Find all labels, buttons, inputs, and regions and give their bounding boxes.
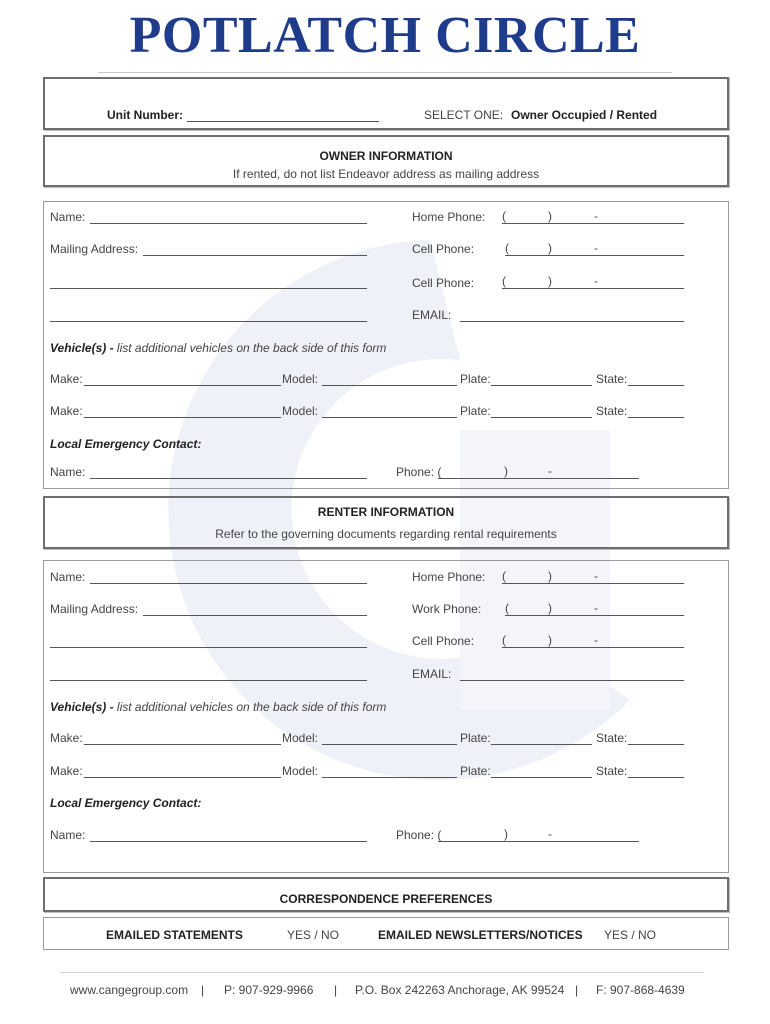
emailed-newsletters-options[interactable]: YES / NO	[604, 928, 657, 942]
unit-number-label: Unit Number:	[107, 108, 183, 122]
renter-plate-label: Plate:	[460, 731, 491, 745]
renter-mailing-field[interactable]	[143, 615, 367, 616]
renter-name-field[interactable]	[90, 583, 367, 584]
owner-mailing-field-3[interactable]	[50, 321, 367, 322]
owner-vehicles-label: Vehicle(s) -	[50, 341, 114, 355]
phone-dash: -	[548, 827, 552, 841]
renter-cell-phone-label: Cell Phone:	[412, 634, 475, 648]
phone-dash: -	[594, 274, 598, 288]
owner-name-label: Name:	[50, 210, 86, 224]
renter-model-label: Model:	[282, 731, 319, 745]
renter-emergency-name-label: Name:	[50, 828, 86, 842]
renter-home-phone-label: Home Phone:	[412, 570, 486, 584]
owner-cell-phone-2-field[interactable]	[502, 288, 684, 289]
renter-emergency-phone-field[interactable]	[438, 841, 639, 842]
phone-dash: -	[594, 209, 598, 223]
owner-emergency-name-label: Name:	[50, 465, 86, 479]
phone-paren-open: (	[505, 241, 509, 255]
owner-home-phone-field[interactable]	[502, 223, 684, 224]
emailed-statements-label: EMAILED STATEMENTS	[106, 928, 243, 942]
owner-vehicles-heading	[50, 341, 386, 355]
emailed-newsletters-label: EMAILED NEWSLETTERS/NOTICES	[378, 928, 583, 942]
renter-vehicles-note: list additional vehicles on the back side of this form	[116, 700, 387, 714]
renter-plate-field[interactable]	[491, 744, 592, 745]
renter-make-field-2[interactable]	[84, 777, 281, 778]
owner-emergency-phone-label: Phone: (	[396, 465, 442, 479]
owner-subheading: If rented, do not list Endeavor address as mailing address	[232, 167, 540, 181]
renter-make-field[interactable]	[84, 744, 281, 745]
owner-cell-phone-2-label: Cell Phone:	[412, 276, 475, 290]
renter-plate-field-2[interactable]	[491, 777, 592, 778]
owner-emergency-phone-field[interactable]	[438, 478, 639, 479]
footer-website[interactable]: www.cangegroup.com	[70, 983, 189, 997]
renter-state-field[interactable]	[628, 744, 684, 745]
footer-separator: |	[334, 983, 338, 997]
renter-home-phone-field[interactable]	[502, 583, 684, 584]
owner-plate-field-2[interactable]	[491, 417, 592, 418]
renter-cell-phone-field[interactable]	[502, 647, 684, 648]
owner-emergency-label: Local Emergency Contact:	[50, 437, 202, 451]
owner-state-field[interactable]	[628, 385, 684, 386]
footer-divider	[60, 972, 704, 973]
owner-plate-field[interactable]	[491, 385, 592, 386]
owner-state-field-2[interactable]	[628, 417, 684, 418]
phone-paren-close: )	[548, 241, 552, 255]
renter-section	[43, 560, 729, 873]
renter-make-label-2: Make:	[50, 764, 83, 778]
footer-fax: F: 907-868-4639	[596, 983, 685, 997]
phone-paren-close: )	[504, 464, 508, 478]
footer-separator: |	[201, 983, 205, 997]
owner-mailing-field[interactable]	[143, 255, 367, 256]
renter-model-label-2: Model:	[282, 764, 319, 778]
owner-name-field[interactable]	[90, 223, 367, 224]
owner-home-phone-label: Home Phone:	[412, 210, 486, 224]
owner-plate-label: Plate:	[460, 372, 491, 386]
renter-work-phone-label: Work Phone:	[412, 602, 482, 616]
owner-vehicles-note: list additional vehicles on the back side of this form	[116, 341, 387, 355]
renter-model-field-2[interactable]	[322, 777, 457, 778]
title-divider	[98, 72, 672, 73]
owner-model-field-2[interactable]	[322, 417, 457, 418]
owner-emergency-name-field[interactable]	[90, 478, 367, 479]
emailed-statements-options[interactable]: YES / NO	[287, 928, 340, 942]
renter-mailing-label: Mailing Address:	[50, 602, 139, 616]
phone-paren-open: (	[502, 209, 506, 223]
phone-dash: -	[594, 569, 598, 583]
renter-mailing-field-2[interactable]	[50, 647, 367, 648]
owner-model-label: Model:	[282, 372, 319, 386]
owner-email-label: EMAIL:	[412, 308, 452, 322]
owner-email-field[interactable]	[460, 321, 684, 322]
renter-heading-box	[43, 496, 729, 549]
phone-dash: -	[548, 464, 552, 478]
renter-emergency-label: Local Emergency Contact:	[50, 796, 202, 810]
renter-mailing-field-3[interactable]	[50, 680, 367, 681]
renter-heading: RENTER INFORMATION	[317, 505, 455, 519]
occupancy-options[interactable]: Owner Occupied / Rented	[511, 108, 658, 122]
phone-dash: -	[594, 241, 598, 255]
renter-subheading: Refer to the governing documents regarding rental requirements	[215, 527, 557, 541]
renter-make-label: Make:	[50, 731, 83, 745]
owner-model-label-2: Model:	[282, 404, 319, 418]
phone-paren-open: (	[502, 274, 506, 288]
footer-separator: |	[575, 983, 579, 997]
renter-name-label: Name:	[50, 570, 86, 584]
renter-state-label: State:	[596, 731, 628, 745]
renter-email-label: EMAIL:	[412, 667, 452, 681]
phone-paren-open: (	[502, 633, 506, 647]
renter-plate-label-2: Plate:	[460, 764, 491, 778]
owner-make-field-2[interactable]	[84, 417, 281, 418]
phone-paren-close: )	[504, 827, 508, 841]
renter-work-phone-field[interactable]	[505, 615, 684, 616]
phone-paren-close: )	[548, 274, 552, 288]
phone-paren-close: )	[548, 209, 552, 223]
owner-make-label: Make:	[50, 372, 83, 386]
owner-mailing-label: Mailing Address:	[50, 242, 139, 256]
renter-model-field[interactable]	[322, 744, 457, 745]
phone-paren-open: (	[502, 569, 506, 583]
select-one-label: SELECT ONE:	[424, 108, 504, 122]
unit-box	[43, 77, 729, 130]
renter-state-label-2: State:	[596, 764, 628, 778]
owner-state-label: State:	[596, 372, 628, 386]
owner-plate-label-2: Plate:	[460, 404, 491, 418]
owner-heading: OWNER INFORMATION	[319, 149, 453, 163]
owner-make-field[interactable]	[84, 385, 281, 386]
footer-phone: P: 907-929-9966	[224, 983, 314, 997]
correspondence-heading: CORRESPONDENCE PREFERENCES	[279, 892, 493, 906]
phone-paren-open: (	[505, 601, 509, 615]
renter-vehicles-heading	[50, 700, 386, 714]
owner-state-label-2: State:	[596, 404, 628, 418]
footer-address: P.O. Box 242263 Anchorage, AK 99524	[355, 983, 565, 997]
renter-email-field[interactable]	[460, 680, 684, 681]
phone-dash: -	[594, 601, 598, 615]
phone-paren-close: )	[548, 633, 552, 647]
phone-dash: -	[594, 633, 598, 647]
owner-cell-phone-label: Cell Phone:	[412, 242, 475, 256]
phone-paren-close: )	[548, 601, 552, 615]
owner-mailing-field-2[interactable]	[50, 288, 367, 289]
owner-cell-phone-field[interactable]	[505, 255, 684, 256]
phone-paren-close: )	[548, 569, 552, 583]
renter-state-field-2[interactable]	[628, 777, 684, 778]
page-title: POTLATCH CIRCLE	[129, 7, 641, 64]
renter-vehicles-label: Vehicle(s) -	[50, 700, 114, 714]
unit-number-field[interactable]	[187, 121, 379, 122]
renter-emergency-phone-label: Phone: (	[396, 828, 442, 842]
owner-make-label-2: Make:	[50, 404, 83, 418]
owner-model-field[interactable]	[322, 385, 457, 386]
renter-emergency-name-field[interactable]	[90, 841, 367, 842]
